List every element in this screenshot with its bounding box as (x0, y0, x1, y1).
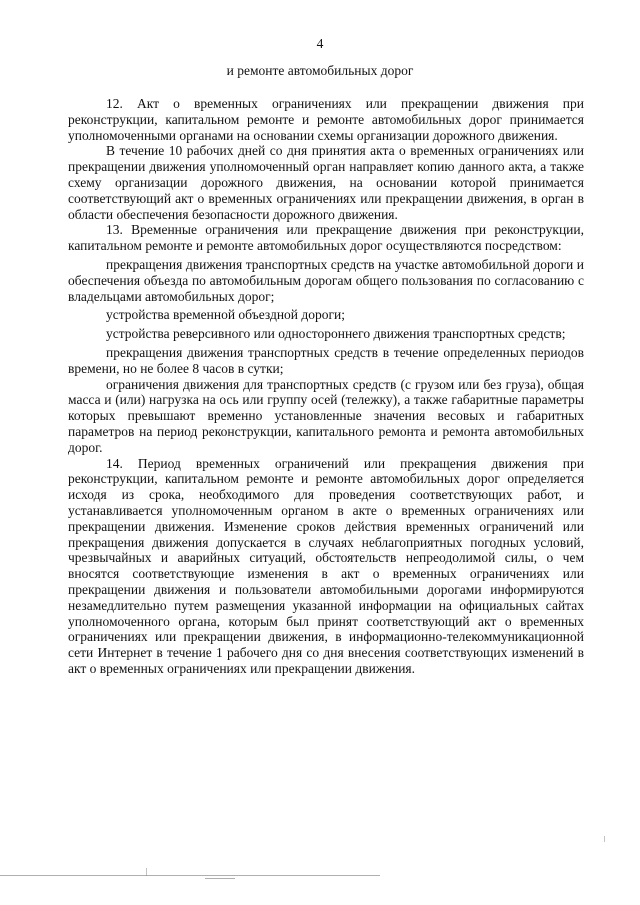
paragraph-12-notification: В течение 10 рабочих дней со дня принятия акта о временных ограничениях или прекращении движения уполномоченный орган направляет копию данного акта, а также схему организации дорожного движения, на основании которой принимается соответствующий акт о временных ограничениях или прекращении движения, в орган в области обеспечения безопасности дорожного движения. (68, 143, 584, 222)
heading-continuation: и ремонте автомобильных дорог (226, 63, 414, 78)
scan-artifact-line-short (205, 878, 235, 879)
paragraph-12: 12. Акт о временных ограничениях или прекращении движения при реконструкции, капитальном ремонте и ремонте автомобильных дорог принимается уполномоченными органами на основании схемы организации дорожного движения. (68, 96, 584, 143)
document-body (68, 96, 584, 677)
scan-artifact-tick (604, 836, 605, 842)
page-number: 4 (316, 36, 324, 51)
paragraph-14: 14. Период временных ограничений или прекращения движения при реконструкции, капитальном ремонте и ремонте автомобильных дорог определяется исходя из срока, необходимого для проведения соответствующих работ, и устанавливается уполномоченным органом в акте о временных ограничениях или прекращении движения. Изменение сроков действия временных ограничений или прекращения движения допускается в случаях неблагоприятных погодных условий, чрезвычайных и аварийных ситуаций, обстоятельств непреодолимой силы, о чем вносятся соответствующие изменения в акт о временных ограничениях или прекращении движения и пользователи автомобильными дорогами информируются незамедлительно путем размещения указанной информации на официальных сайтах уполномоченного органа, которым был принят соответствующий акт о временных ограничениях или прекращении движения, в информационно-телекоммуникационной сети Интернет в течение 1 рабочего дня со дня внесения соответствующих изменений в акт о временных ограничениях или прекращении движения. (68, 455, 584, 676)
list-item-time-restriction: прекращения движения транспортных средств в течение определенных периодов времени, но не более 8 часов в сутки; (68, 344, 584, 376)
list-item-weight-restriction: ограничения движения для транспортных средств (с грузом или без груза), общая масса и (или) нагрузка на ось или группу осей (тележку), а также габаритные параметры которых превышают временно установленные значения весовых и габаритных параметров на период реконструкции, капитального ремонта и ремонта автомобильных дорог. (68, 376, 584, 455)
scan-artifact-line (0, 875, 380, 876)
list-item-traffic-stop: прекращения движения транспортных средств на участке автомобильной дороги и обеспечения объезда по автомобильным дорогам общего пользования по согласованию с владельцами автомобильных дорог; (68, 256, 584, 304)
list-item-temporary-detour: устройства временной объездной дороги; (106, 307, 346, 323)
scan-artifact-tick (146, 868, 147, 876)
paragraph-13: 13. Временные ограничения или прекращение движения при реконструкции, капитальном ремонте и ремонте автомобильных дорог осуществляются посредством: (68, 222, 584, 254)
list-item-reversible-traffic: устройства реверсивного или одностороннего движения транспортных средств; (106, 326, 566, 342)
